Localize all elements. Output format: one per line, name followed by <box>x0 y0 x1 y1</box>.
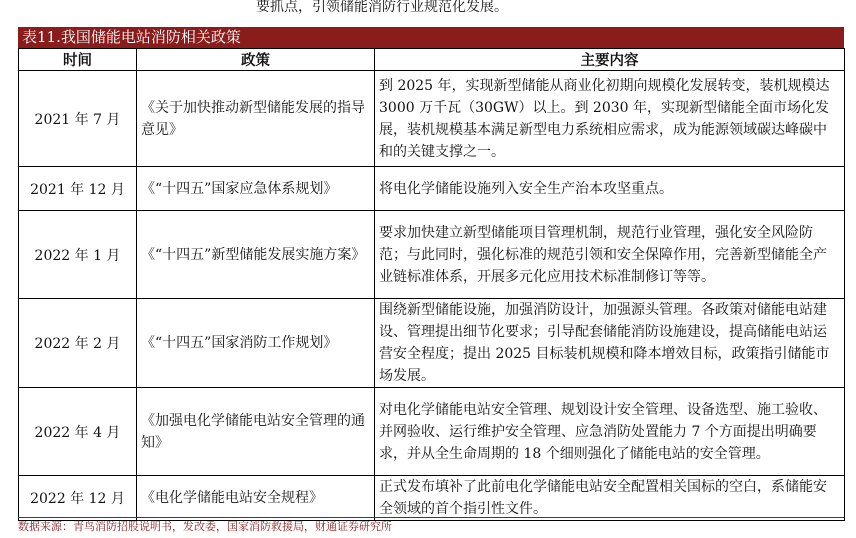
table-row <box>19 71 845 167</box>
header-content: 主要内容 <box>375 49 845 71</box>
table-row <box>19 388 845 476</box>
row-policy: 《加强电化学储能电站安全管理的通知》 <box>137 388 375 476</box>
row-content: 要求加快建立新型储能项目管理机制，规范行业管理，强化安全风险防范；与此同时，强化标准的规范引领和安全保障作用，完善新型储能全产业链标准体系，开展多元化应用技术标准制修订等等。 <box>375 211 845 299</box>
row-content: 正式发布填补了此前电化学储能电站安全配置相关国标的空白，系储能安全领域的首个指引性文件。 <box>375 476 845 521</box>
row-policy: 《关于加快推动新型储能发展的指导意见》 <box>137 71 375 167</box>
header-time: 时间 <box>19 49 137 71</box>
policy-table <box>18 48 845 521</box>
row-time: 2022 年 2 月 <box>19 299 137 388</box>
table-row <box>19 299 845 388</box>
row-content: 到 2025 年，实现新型储能从商业化初期向规模化发展转变，装机规模达 3000 万千瓦（30GW）以上。到 2030 年，实现新型储能全面市场化发展，装机规模基本满足新型电力系统相应需求，成为能源领域碳达峰碳中和的关键支撑之一。 <box>375 71 845 167</box>
row-policy: 《“十四五”国家消防工作规划》 <box>137 299 375 388</box>
table-row <box>19 167 845 211</box>
row-time: 2021 年 12 月 <box>19 167 137 211</box>
intro-text: 要抓点，引领储能消防行业规范化发展。 <box>256 0 508 15</box>
row-content: 围绕新型储能设施，加强消防设计，加强源头管理。各政策对储能电站建设、管理提出细节化要求；引导配套储能消防设施建设，提高储能电站运营安全程度；提出 2025 目标装机规模和降本增效目标，政策指引储能市场发展。 <box>375 299 845 388</box>
table-title: 表11.我国储能电站消防相关政策 <box>18 27 844 48</box>
bottom-divider <box>18 517 844 518</box>
table-header-row <box>19 49 845 71</box>
header-policy: 政策 <box>137 49 375 71</box>
row-policy: 《电化学储能电站安全规程》 <box>137 476 375 521</box>
table-row <box>19 476 845 521</box>
table-row <box>19 211 845 299</box>
row-time: 2022 年 4 月 <box>19 388 137 476</box>
row-policy: 《“十四五”国家应急体系规划》 <box>137 167 375 211</box>
row-content: 将电化学储能设施列入安全生产治本攻坚重点。 <box>375 167 845 211</box>
row-time: 2021 年 7 月 <box>19 71 137 167</box>
row-content: 对电化学储能电站安全管理、规划设计安全管理、设备选型、施工验收、并网验收、运行维护安全管理、应急消防处置能力 7 个方面提出明确要求，并从全生命周期的 18 个细则强化了储能电站的安全管理。 <box>375 388 845 476</box>
row-time: 2022 年 1 月 <box>19 211 137 299</box>
row-time: 2022 年 12 月 <box>19 476 137 521</box>
source-note: 数据来源：青鸟消防招股说明书，发改委，国家消防救援局，财通证券研究所 <box>18 520 392 533</box>
row-policy: 《“十四五”新型储能发展实施方案》 <box>137 211 375 299</box>
